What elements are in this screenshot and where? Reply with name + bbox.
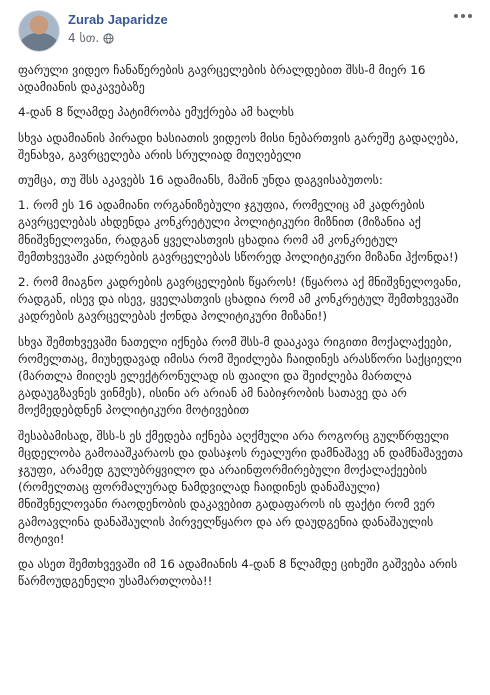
paragraph-4: თუმცა, თუ შსს აკავებს 16 ადამიანს, მაშინ უნდა დაგვისაბუთოს: <box>18 173 383 188</box>
post-time[interactable]: 4 სთ. <box>68 31 100 45</box>
paragraph-9: და ასეთ შემთხვევაში იმ 16 ადამიანის 4-დან 8 წლამდე ციხეში გაშვება არის წარმოუდგენელი უსამართლობა!! <box>18 557 458 589</box>
paragraph-5: 1. რომ ეს 16 ადამიანი ორგანიზებული ჯგუფია, რომელიც ამ კადრების გავრცელებას ახდენდა კონკრეტული პოლიტიკური მიზნით (მიზანია აქ მნიშვნელოვანი, რადგან ყველასთვის ცხადია რომ ამ კონკრეტულ შემთხვევაში კადრების გავრცელებას სწორედ პოლიტიკური მიზანი ჰქონდა!) <box>18 198 459 264</box>
author-name[interactable]: Zurab Japaridze <box>68 12 168 27</box>
post-text <box>18 62 474 590</box>
post-meta <box>68 10 168 45</box>
paragraph-6: 2. რომ მიაგნო კადრების გავრცელების წყაროს! (წყაროა აქ მნიშვნელოვანი, რადგან, ისევ და ისევ, ყველასთვის ცხადია რომ ამ კონკრეტულ შემთხვევაში კადრების გავრცელებას ქონდა პოლიტიკური მიზანი!) <box>18 275 462 324</box>
paragraph-1: ფარული ვიდეო ჩანაწერების გავრცელების ბრალდებით შსს-მ მიერ 16 ადამიანის დაკავებაზე <box>18 63 426 95</box>
more-options-icon[interactable] <box>454 14 472 18</box>
paragraph-8: შესაბამისად, შსს-ს ეს ქმედება იქნება აღქმული არა როგორც გულწრფელი მცდელობა გამოააშკარაოს და დასაჯოს რეალური დამნაშავე ან დამნაშავეთა ჯგუფი, არამედ გულუბრყვილო და არაინფორმირებული მოქალაქეების (რომელთაც ფორმალურად ნამდვილად ჩაიდინეს დანაშაული) მნიშვნელოვანი რაოდენობის დაკავებით გადაფაროს ის ფაქტი რომ ვერ გამოავლინა დანაშაულის პირველწყარო და არ დაუდგენია დანაშაულის მოტივი! <box>18 428 464 546</box>
post-header <box>18 10 474 62</box>
timestamp-row <box>68 31 168 45</box>
avatar[interactable] <box>18 10 60 52</box>
paragraph-7: სხვა შემთხვევაში ნათელი იქნება რომ შსს-მ დააკავა რიგითი მოქალაქეები, რომელთაც, მიუხედავად იმისა რომ შეიძლება ჩაიდინეს არასწორი საქციელი (მართლა მიიღეს ელექტრონულად ის ფაილი და შეიძლება მართლა გადაუგზავნეს ვინმეს), ისინი არ არიან ამ ნაბიჯრობის სათავე და არ მოქმედებდნენ პოლიტიკური მოტივებით <box>18 334 462 418</box>
paragraph-3: სხვა ადამიანის პირადი ხასიათის ვიდეოს მისი ნებართვის გარეშე გადაღება, შენახვა, გავრცელება არის სრულიად მიუღებელი <box>18 130 459 162</box>
paragraph-2: 4-დან 8 წლამდე პატიმრობა ემუქრება ამ ხალხს <box>18 105 294 120</box>
globe-icon[interactable] <box>103 33 114 44</box>
